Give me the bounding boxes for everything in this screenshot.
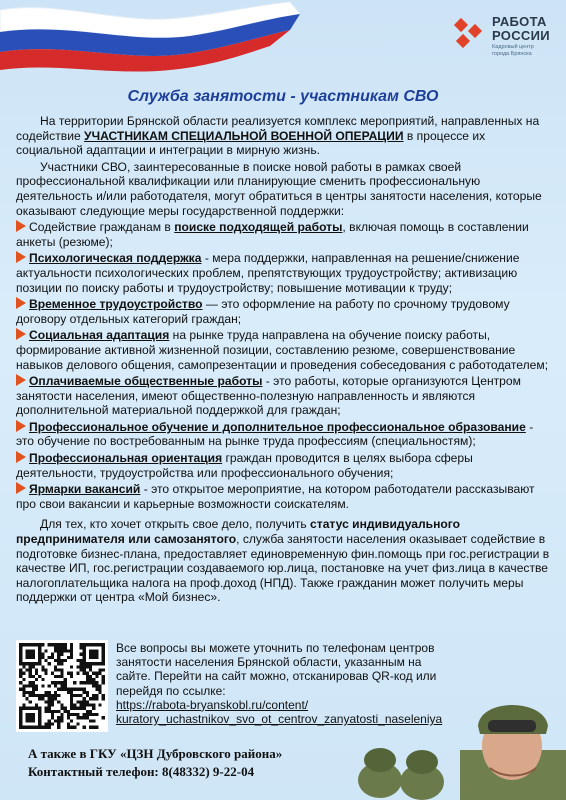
bullet-triangle-icon xyxy=(16,297,26,309)
qr-info-text: Все вопросы вы можете уточнить по телефонам центров занятости населения Брянской области, указанным на сайте. Перейти на сайт можно, отсканировав QR-код или перейдя по ссылке: xyxy=(116,641,437,698)
footer-phone: Контактный телефон: 8(48332) 9-22-04 xyxy=(28,764,255,779)
soldiers-illustration-icon xyxy=(340,690,566,800)
qr-code[interactable] xyxy=(16,640,108,732)
site-link-line2[interactable]: kuratory_uchastnikov_svo_ot_centrov_zanyatosti_naseleniya xyxy=(116,712,443,727)
bullet-triangle-icon xyxy=(16,251,26,263)
list-item: Временное трудоустройство — это оформление на работу по срочному трудовому договору отдельных категорий граждан; xyxy=(16,297,510,326)
rabota-rossii-logo-icon xyxy=(452,16,488,52)
list-item: Психологическая поддержка - мера поддержки, направленная на решение/снижение актуальности психологических проблем, препятствующих трудоустройству; активизацию позиции по поиску работы и трудоустройству; повышение мотивации к труду; xyxy=(16,251,520,295)
bullet-triangle-icon xyxy=(16,451,26,463)
measure-title: Социальная адаптация xyxy=(29,328,170,343)
intro-paragraph-1: На территории Брянской области реализуется комплекс мероприятий, направленных на содействие УЧАСТНИКАМ СПЕЦИАЛЬНОЙ ВОЕННОЙ ОПЕРАЦИИ в процессе их социальной адаптации и интеграции в мирную жизнь. xyxy=(16,114,540,158)
measure-title: поиске подходящей работы xyxy=(174,220,343,235)
measure-title: Профессиональное обучение и дополнительное профессиональное образование xyxy=(29,419,526,434)
bullet-triangle-icon xyxy=(16,220,26,232)
logo-subtitle xyxy=(492,44,534,57)
measure-title: Ярмарки вакансий xyxy=(29,482,141,497)
measure-title: Временное трудоустройство xyxy=(29,297,203,312)
business-paragraph: Для тех, кто хочет открыть свое дело, получить статус индивидуального предпринимателя или самозанятого, служба занятости населения оказывает содействие в подготовке бизнес-плана, предоставляет единовременную фин.помощь при гос.регистрации в качестве ИП, гос.регистрации создаваемого юр.лица, постановке на учет физ.лица в качестве налогоплательщика налога на проф.доход (НПД). Также гражданин может получить меры поддержки от центра «Мой бизнес». xyxy=(16,517,550,605)
list-item: Ярмарки вакансий - это открытое мероприятие, на котором работодатели рассказывают про свои вакансии и карьерные возможности соискателям. xyxy=(16,482,535,511)
bullet-triangle-icon xyxy=(16,420,26,432)
qr-code-icon xyxy=(16,640,108,732)
list-item: Оплачиваемые общественные работы - это работы, которые организуются Центром занятости населения, имеют общественно-полезную направленность и являются дополнительной материальной поддержкой для граждан; xyxy=(16,374,521,418)
list-item: Социальная адаптация на рынке труда направлена на обучение поиску работы, формирование активной жизненной позиции, составлению резюме, совершенствование навыков делового общения, самопрезентации и проведения собеседования с работодателем; xyxy=(16,328,549,372)
measure-title: Оплачиваемые общественные работы xyxy=(29,374,263,389)
footer-center: А также в ГКУ «ЦЗН Дубровского района» xyxy=(28,746,283,761)
russian-flag-ribbon-icon xyxy=(0,0,300,80)
page-title: Служба занятости - участникам СВО xyxy=(127,88,439,105)
support-measures-list xyxy=(16,220,554,511)
logo-name xyxy=(492,15,550,43)
site-link-line1[interactable]: https://rabota-bryanskobl.ru/content/ xyxy=(116,697,309,712)
list-item: Профессиональное обучение и дополнительное профессиональное образование - это обучение по востребованным на рынке труда профессиям (специальностям); xyxy=(16,419,534,449)
bullet-triangle-icon xyxy=(16,374,26,386)
logo-sub-line2: города Брянска xyxy=(492,50,532,57)
logo-name-line1: РАБОТА xyxy=(492,14,547,29)
svo-participants-highlight: УЧАСТНИКАМ СПЕЦИАЛЬНОЙ ВОЕННОЙ ОПЕРАЦИИ xyxy=(84,128,404,143)
bullet-triangle-icon xyxy=(16,328,26,340)
bullet-triangle-icon xyxy=(16,482,26,494)
measure-title: Профессиональная ориентация xyxy=(29,451,223,466)
logo-name-line2: РОССИИ xyxy=(492,28,550,43)
intro-paragraph-2: Участники СВО, заинтересованные в поиске новой работы в рамках своей профессиональной квалификации или планирующие сменить профессиональную деятельность и/или работодателя, могут обратиться в центры занятости населения, которые оказывают следующие меры государственной поддержки: xyxy=(16,159,542,218)
list-item: Профессиональная ориентация граждан проводится в целях выбора сферы деятельности, трудоустройства или профессионального обучения; xyxy=(16,451,473,480)
business-status-highlight: статус индивидуального предпринимателя или самозанятого xyxy=(16,517,461,547)
logo-sub-line1: Кадровый центр xyxy=(492,44,534,50)
rabota-rossii-logo xyxy=(452,14,562,64)
main-text xyxy=(16,114,554,607)
measure-title: Психологическая поддержка xyxy=(29,251,202,266)
list-item: Содействие гражданам в поиске подходящей работы, включая помощь в составлении анкеты (резюме); xyxy=(16,220,529,249)
